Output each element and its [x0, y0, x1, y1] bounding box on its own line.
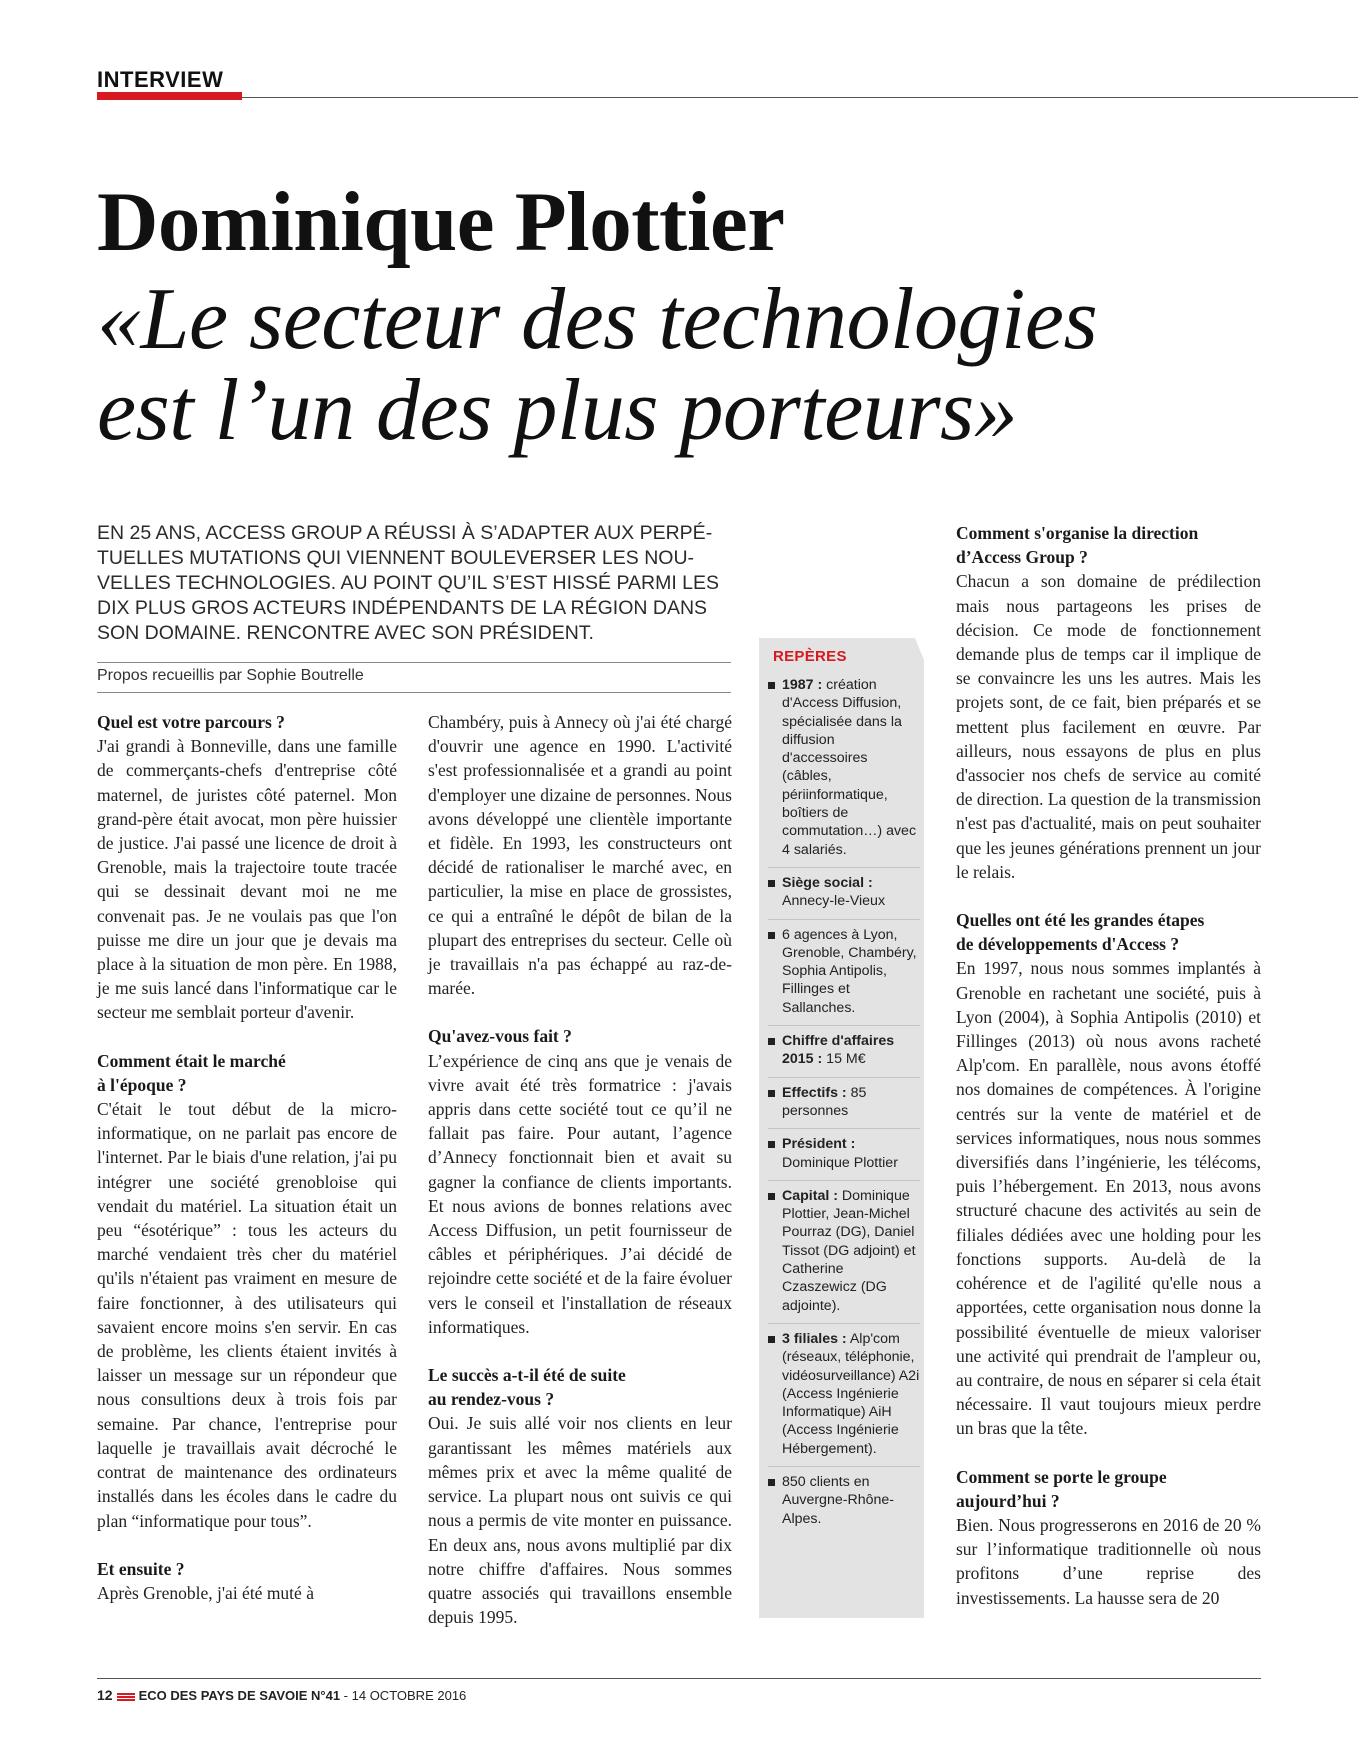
- square-bullet-icon: [768, 1479, 775, 1486]
- lead-line: DIX PLUS GROS ACTEURS INDÉPENDANTS DE LA RÉGION DANS: [97, 597, 708, 619]
- article-lead: [97, 521, 737, 646]
- square-bullet-icon: [768, 1090, 775, 1097]
- title-quote-line1: «Le secteur des technologies: [97, 271, 1098, 368]
- answer-paragraph: En 1997, nous nous sommes implantés à Grenoble en rachetant une société, puis à Lyon (2004), à Sophia Antipolis (2010) et Fillinges (2013) où nous avons racheté Alp'com. En parallèle, nous avons étoffé nos domaines de compétences. À l'origine centrés sur la vente de matériel et de services informatiques, nous nous sommes diversifiés dans l’ingénierie, les télécoms, puis l’hébergement. En 2013, nous avons structuré chacune des activités au sein de filiales dédiées avec une holding pour les fonctions supports. Au-delà de la cohérence et de l'agilité qu'elle nous a apportées, cette organisation nous donne la possibilité éventuelle de mieux valoriser une activité qui prendrait de l'ampleur ou, au contraire, de nous en séparer si cela était nécessaire. Il vaut toujours mieux perdre un bras que la tête.: [956, 958, 1261, 1439]
- lead-line: VELLES TECHNOLOGIES. AU POINT QU’IL S’EST HISSÉ PARMI LES: [97, 572, 720, 594]
- square-bullet-icon: [768, 1336, 775, 1343]
- square-bullet-icon: [768, 1193, 775, 1200]
- page-footer: 12 ECO DES PAYS DE SAVOIE N°41 - 14 OCTOBRE 2016: [97, 1687, 467, 1703]
- article-title-name: Dominique Plottier: [97, 175, 785, 269]
- key-fact-item: 6 agences à Lyon, Grenoble, Chambéry, Sophia Antipolis, Fillinges et Sallanches.: [768, 926, 920, 1026]
- lead-line: TUELLES MUTATIONS QUI VIENNENT BOULEVERSER LES NOU-: [97, 547, 695, 569]
- answer-paragraph: Chacun a son domaine de prédilection mais nous partageons les prises de décision. Ce mode de fonctionnement demande plus de temps car il implique de se convaincre les uns les autres. Mais les projets sont, de ce fait, bien préparés et se mettent plus facilement en œuvre. Par ailleurs, nous essayons de plus en plus d'associer nos chefs de service au comité de direction. La question de la transmission n'est pas d'actualité, mais on peut souhaiter que les jeunes générations prennent un jour le relais.: [956, 571, 1261, 882]
- question-heading: Quel est votre parcours ?: [97, 712, 285, 732]
- square-bullet-icon: [768, 682, 775, 689]
- byline-rule-bottom: [97, 692, 731, 693]
- lead-line: EN 25 ANS, ACCESS GROUP A RÉUSSI À S’ADAPTER AUX PERPÉ-: [97, 522, 713, 544]
- question-heading: Comment s'organise la direction d’Access Group ?: [956, 523, 1199, 568]
- question-heading: Quelles ont été les grandes étapes de développements d'Access ?: [956, 910, 1205, 955]
- footer-rule: [97, 1678, 1261, 1679]
- key-fact-item: 850 clients en Auvergne-Rhône-Alpes.: [768, 1473, 920, 1536]
- answer-paragraph: J'ai grandi à Bonneville, dans une famille de commerçants-chefs d'entreprise côté maternel, de juristes côté paternel. Mon grand-père était avocat, mon père huissier de justice. J'ai passé une licence de droit à Grenoble, mais la trajectoire toute tracée qui se dessinait devant moi ne me convenait pas. Je ne voulais pas que l'on puisse me dire un jour que je devais ma place à la situation de mon père. En 1988, je me suis lancé dans l'informatique car le secteur me semblait porteur d'avenir.: [97, 736, 397, 1023]
- section-underline: [97, 92, 242, 100]
- key-fact-item: Effectifs : 85 personnes: [768, 1084, 920, 1130]
- lead-line: SON DOMAINE. RENCONTRE AVEC SON PRÉSIDENT.: [97, 622, 594, 644]
- answer-paragraph: C'était le tout début de la micro-informatique, on ne parlait pas encore de l'internet. Par le biais d'une relation, j'ai pu intégrer une société grenobloise qui vendait du matériel. La situation était un peu “ésotérique” : tous les acteurs du marché vendaient très cher du matériel qu'ils n'étaient pas vraiment en mesure de faire fonctionner, à des utilisateurs qui savaient encore moins s'en servir. En cas de problème, les clients étaient invités à laisser un message sur un répondeur que nous consultions deux à trois fois par semaine. Par chance, l'entreprise pour laquelle je travaillais avait décroché le contrat de maintenance des ordinateurs installés dans les écoles dans le cadre du plan “informatique pour tous”.: [97, 1099, 397, 1531]
- page-number: 12: [97, 1687, 113, 1703]
- key-fact-item: 1987 : création d'Access Diffusion, spécialisée dans la diffusion d'accessoires (câbles, périinformatique, boîtiers de commutation…) avec 4 salariés.: [768, 676, 920, 868]
- answer-paragraph: Chambéry, puis à Annecy où j'ai été chargé d'ouvrir une agence en 1990. L'activité s'est professionnalisée et a grandi au point d'employer une dizaine de personnes. Nous avons développé une clientèle importante et fidèle. En 1993, les constructeurs ont décidé de rationaliser le marché avec, en particulier, la mise en place de grossistes, ce qui a entraîné le dépôt de bilan de la plupart des entreprises du secteur. Celle où je travaillais n'a pas échappé au raz-de-marée.: [428, 712, 732, 999]
- square-bullet-icon: [768, 1038, 775, 1045]
- sidebar-title: REPÈRES: [773, 648, 847, 665]
- section-label: INTERVIEW: [97, 67, 224, 92]
- flag-icon: [117, 1693, 135, 1701]
- issue-date: 14 OCTOBRE 2016: [351, 1688, 467, 1703]
- article-column-4: [956, 521, 1261, 1610]
- square-bullet-icon: [768, 932, 775, 939]
- question-heading: Qu'avez-vous fait ?: [428, 1026, 572, 1047]
- answer-paragraph: L’expérience de cinq ans que je venais de vivre avait été très formatrice : j'avais appris dans cette société tout ce qu’il ne fallait pas faire. Pour autant, l’agence d’Annecy fonctionnait bien et avait su gagner la confiance de clients importants. Et nous avions de bonnes relations avec Access Diffusion, un petit fournisseur de câbles et périphériques. J’ai décidé de rejoindre cette société et de la faire évoluer vers le conseil et l'installation de réseaux informatiques.: [428, 1050, 732, 1337]
- byline: Propos recueillis par Sophie Boutrelle: [97, 667, 364, 684]
- question-heading: Comment était le marché à l'époque ?: [97, 1050, 286, 1095]
- key-fact-item: 3 filiales : Alp'com (réseaux, téléphonie, vidéosurveillance) A2i (Access Ingénierie Informatique) AiH (Access Ingénierie Hébergement).: [768, 1330, 920, 1467]
- magazine-name: ECO DES PAYS DE SAVOIE: [138, 1688, 308, 1703]
- article-title-quote: [97, 271, 1098, 459]
- square-bullet-icon: [768, 1141, 775, 1148]
- issue-number: N°41: [311, 1688, 341, 1703]
- question-heading: Le succès a-t-il été de suite au rendez-vous ?: [428, 1365, 626, 1410]
- article-column-2: [428, 710, 732, 1629]
- answer-paragraph: Oui. Je suis allé voir nos clients en leur garantissant les mêmes matériels aux mêmes prix et avec la même qualité de service. La plupart nous ont suivis ce qui nous a permis de vite monter en puissance. En deux ans, nous avons multiplié par dix notre chiffre d'affaires. Nous sommes quatre associés qui travaillons ensemble depuis 1995.: [428, 1413, 732, 1628]
- title-quote-line2: est l’un des plus porteurs»: [97, 362, 1018, 459]
- square-bullet-icon: [768, 880, 775, 887]
- key-fact-item: Siège social : Annecy-le-Vieux: [768, 874, 920, 920]
- answer-paragraph: Bien. Nous progresserons en 2016 de 20 % sur l’informatique traditionnelle où nous profitons d’une reprise des investissements. La hausse sera de 20: [956, 1514, 1261, 1608]
- key-fact-item: Chiffre d'affaires 2015 : 15 M€: [768, 1032, 920, 1078]
- key-fact-item: Capital : Dominique Plottier, Jean-Michel Pourraz (DG), Daniel Tissot (DG adjoint) et Catherine Czaszewicz (DG adjointe).: [768, 1187, 920, 1324]
- key-fact-item: Président : Dominique Plottier: [768, 1135, 920, 1181]
- byline-rule-top: [97, 662, 731, 663]
- header-rule: [242, 97, 1358, 98]
- article-column-1: [97, 710, 397, 1605]
- key-facts-list: [768, 676, 920, 1542]
- answer-paragraph: Après Grenoble, j'ai été muté à: [97, 1582, 314, 1603]
- question-heading: Comment se porte le groupe aujourd’hui ?: [956, 1466, 1167, 1511]
- question-heading: Et ensuite ?: [97, 1558, 185, 1579]
